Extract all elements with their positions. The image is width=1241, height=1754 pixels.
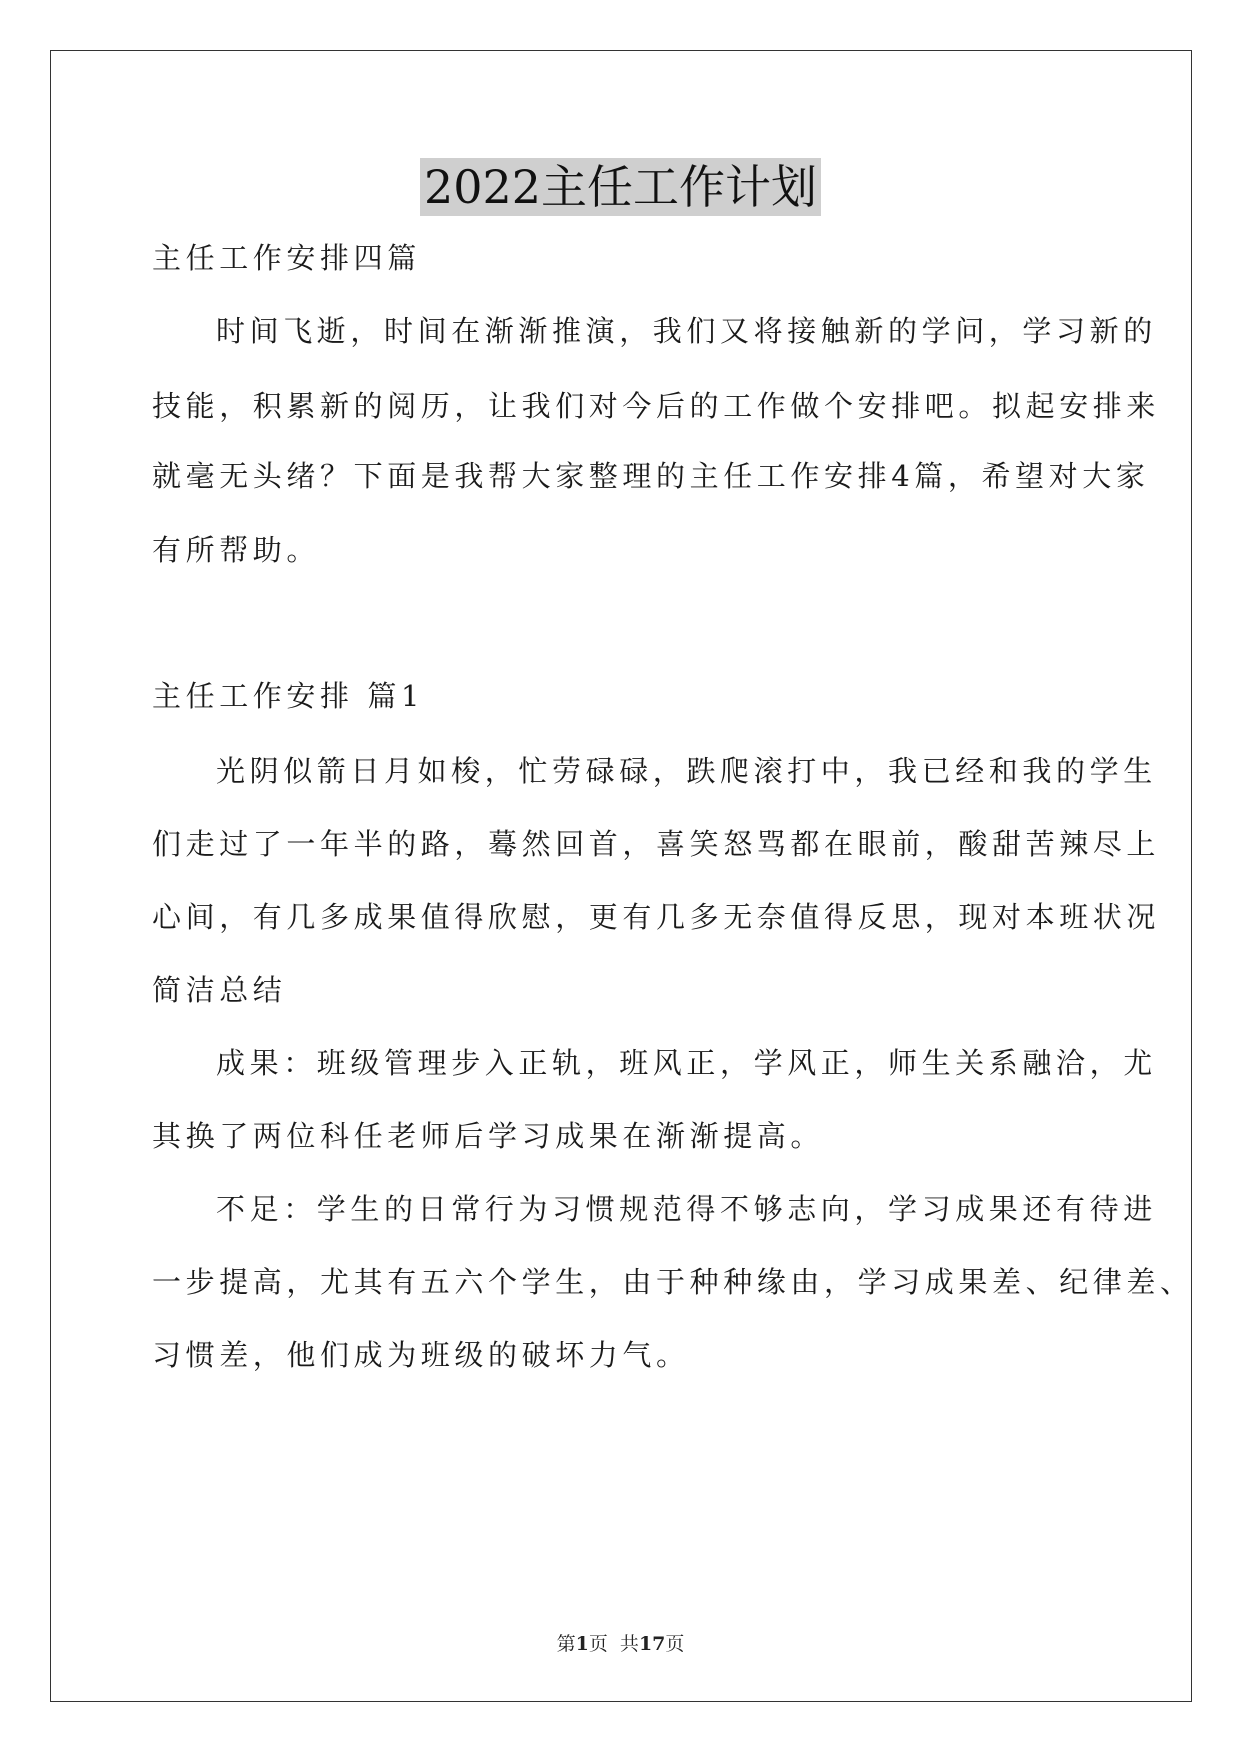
section-heading: 主任工作安排 篇1 — [152, 679, 425, 713]
paragraph-line: 心间，有几多成果值得欣慰，更有几多无奈值得反思，现对本班状况 — [152, 900, 1161, 934]
page-mid: 页 共 — [588, 1633, 639, 1655]
paragraph-line: 不足：学生的日常行为习惯规范得不够志向，学习成果还有待进 — [216, 1192, 1157, 1226]
page-current: 1 — [575, 1633, 589, 1655]
paragraph-line: 光阴似箭日月如梭，忙劳碌碌，跌爬滚打中，我已经和我的学生 — [216, 754, 1157, 788]
page-total: 17 — [638, 1633, 666, 1655]
paragraph-line: 成果：班级管理步入正轨，班风正，学风正，师生关系融洽，尤 — [216, 1046, 1157, 1080]
intro-line: 有所帮助。 — [152, 533, 321, 567]
paragraph-line: 简洁总结 — [152, 973, 287, 1007]
page-footer — [0, 1632, 1241, 1656]
paragraph-line: 一步提高，尤其有五六个学生，由于种种缘由，学习成果差、纪律差、 — [152, 1265, 1194, 1299]
paragraph-line: 其换了两位科任老师后学习成果在渐渐提高。 — [152, 1119, 825, 1153]
paragraph-line: 们走过了一年半的路，蓦然回首，喜笑怒骂都在眼前，酸甜苦辣尽上 — [152, 827, 1161, 861]
intro-line: 就毫无头绪？下面是我帮大家整理的主任工作安排4篇，希望对大家 — [152, 459, 1150, 493]
page-frame — [50, 50, 1192, 1702]
intro-line: 时间飞逝，时间在渐渐推演，我们又将接触新的学问，学习新的 — [216, 314, 1157, 348]
page-prefix: 第 — [556, 1633, 576, 1655]
title-container — [0, 158, 1241, 216]
page-suffix: 页 — [665, 1633, 685, 1655]
document-subtitle: 主任工作安排四篇 — [152, 241, 421, 275]
document-title: 2022主任工作计划 — [420, 158, 821, 216]
paragraph-line: 习惯差，他们成为班级的破坏力气。 — [152, 1338, 690, 1372]
intro-line: 技能，积累新的阅历，让我们对今后的工作做个安排吧。拟起安排来 — [152, 389, 1161, 423]
